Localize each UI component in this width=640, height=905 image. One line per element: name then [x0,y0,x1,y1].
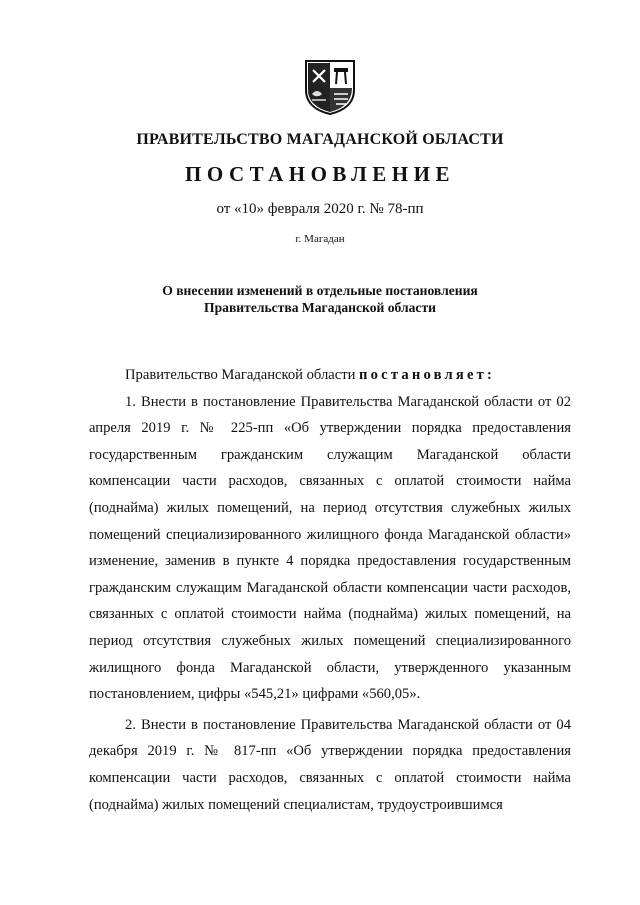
coat-of-arms-icon [303,58,357,116]
subject-line: О внесении изменений в отдельные постановления [162,283,478,298]
intro-resolves: постановляет: [359,367,496,383]
city-name: г. Магадан [295,233,345,245]
body-paragraph: 2. Внести в постановление Правительства Магаданской области от 04 декабря 2019 г. № 817-пп «Об утверждении порядка предоставления компенсации части расходов, связанных с оплатой стоимости найма (поднайма) жилых помещений специалистам, трудоустроившимся [89,716,571,813]
document-type: ПОСТАНОВЛЕНИЕ [185,162,455,186]
subject-line: Правительства Магаданской области [204,300,436,315]
date-number: от «10» февраля 2020 г. № 78-пп [216,201,424,217]
subject-heading [0,282,640,316]
document-body [89,362,571,818]
intro-paragraph [89,362,571,389]
intro-prefix: Правительство Магаданской области [125,367,360,383]
government-name: ПРАВИТЕЛЬСТВО МАГАДАНСКОЙ ОБЛАСТИ [136,131,504,148]
body-paragraph: 1. Внести в постановление Правительства Магаданской области от 02 апреля 2019 г. № 225-пп «Об утверждении порядка предоставления государственным гражданским служащим Магаданской области компенсации части расходов, связанных с оплатой стоимости найма (поднайма) жилых помещений, на период отсутствия служебных жилых помещений специализированного жилищного фонда Магаданской области» изменение, заменив в пункте 4 порядка предоставления государственным гражданским служащим Магаданской области компенсации части расходов, связанных с оплатой стоимости найма (поднайма) жилых помещений, на период отсутствия служебных жилых помещений специализированного жилищного фонда Магаданской области, утвержденного указанным постановлением, цифры «545,21» цифрами «560,05». [89,393,571,703]
